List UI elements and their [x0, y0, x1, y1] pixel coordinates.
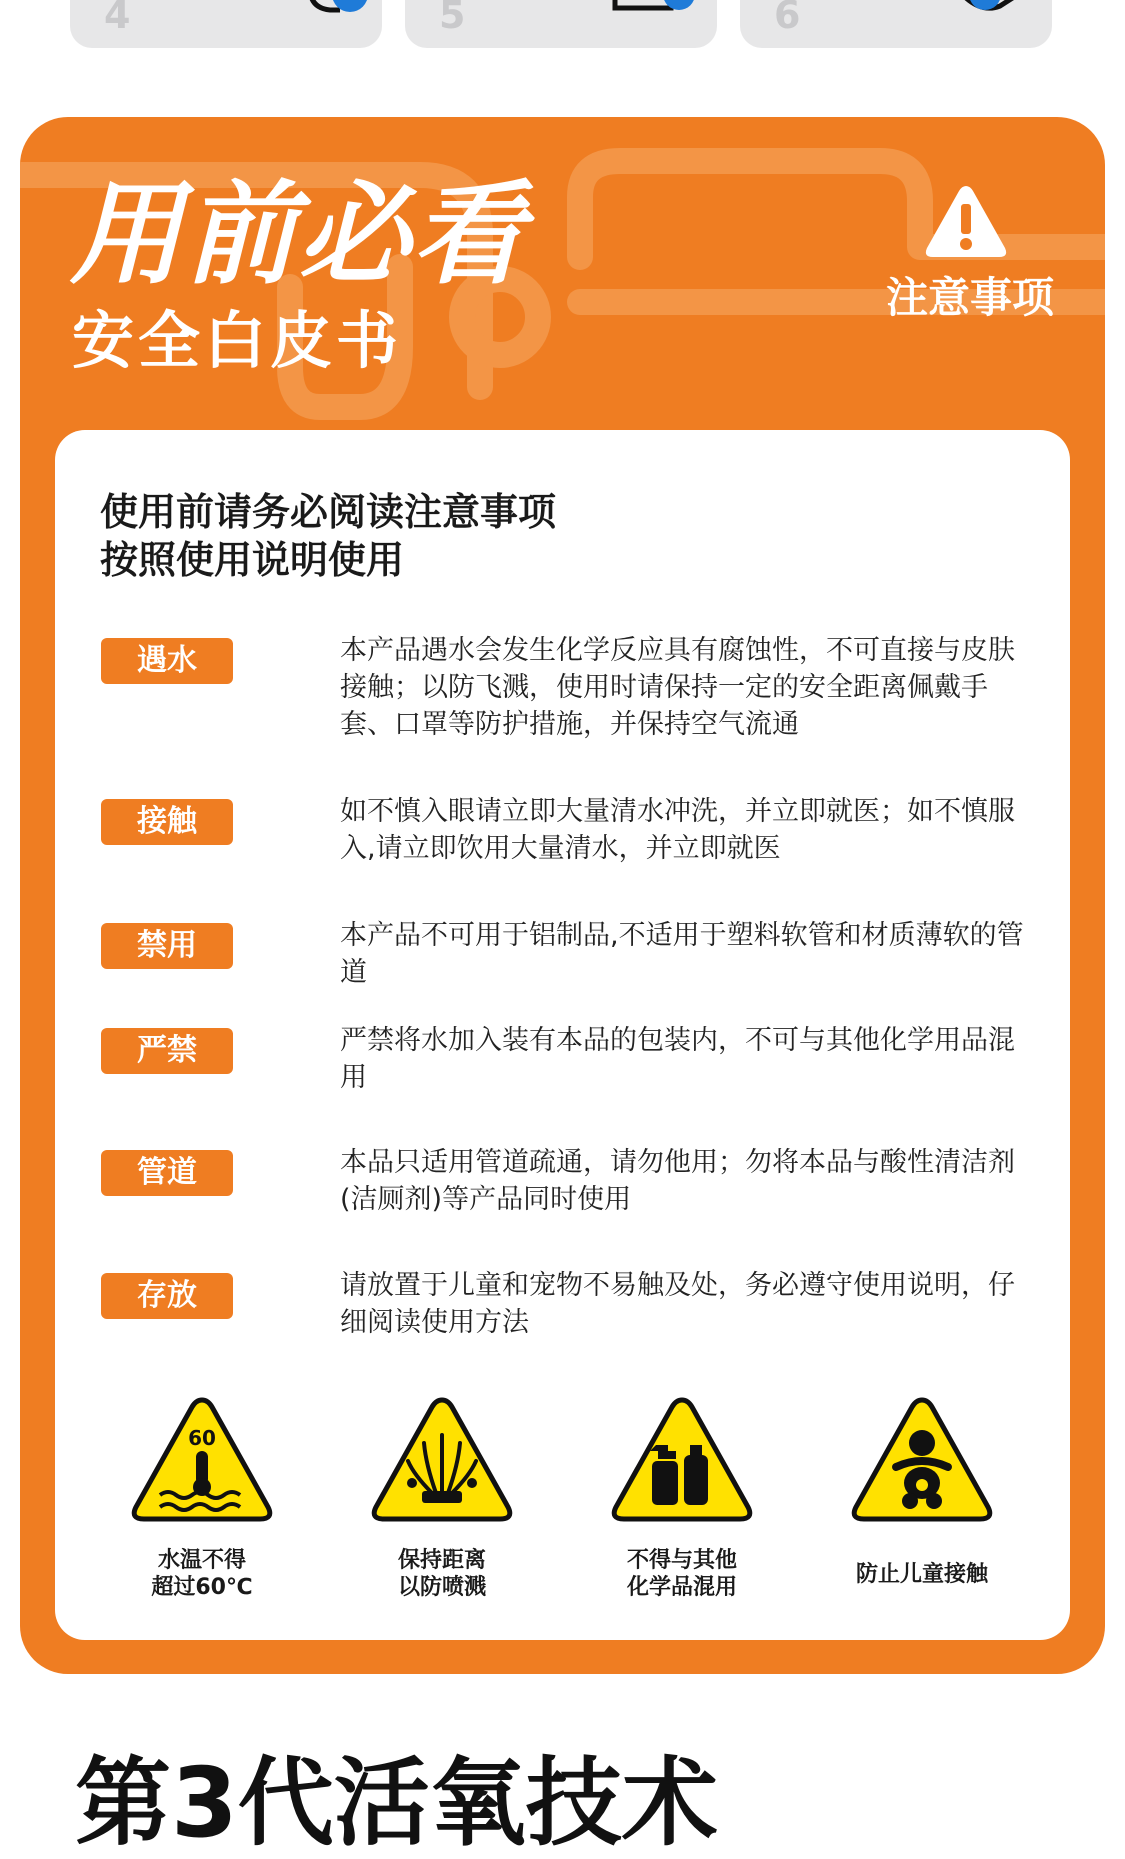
- child-icon: [850, 1395, 994, 1531]
- caption-line-1: 水温不得: [157, 1548, 246, 1573]
- step-card-4: [70, 0, 382, 48]
- drain-clog-icon: [270, 0, 380, 18]
- intro-text: [100, 488, 556, 584]
- rule-text: 如不慎入眼请立即大量清水冲洗，并立即就医；如不慎服入,请立即饮用大量清水，并立即就医: [340, 796, 1015, 864]
- rule-text: 本产品不可用于铝制品,不适用于塑料软管和材质薄软的管道: [340, 920, 1024, 988]
- step-cards-strip: [0, 0, 1125, 60]
- step-number: 6: [774, 0, 801, 37]
- icon-caption: [82, 1547, 322, 1601]
- caption-line-1: 不得与其他: [626, 1548, 737, 1573]
- rule-text: 请放置于儿童和宠物不易触及处，务必遵守使用说明，仔细阅读使用方法: [340, 1270, 1015, 1338]
- warning-keep-from-children: [802, 1395, 1042, 1595]
- step-number: 4: [104, 0, 131, 37]
- caption-line-2: 以防喷溅: [397, 1575, 486, 1600]
- rule-tag: 存放: [101, 1273, 233, 1319]
- icon-caption: [562, 1547, 802, 1601]
- temperature-badge: 60: [188, 1426, 216, 1450]
- caption-line-1: 保持距离: [397, 1548, 486, 1573]
- page-title: 用前必看: [70, 170, 526, 300]
- rule-tag: 接触: [101, 799, 233, 845]
- step-card-6: [740, 0, 1052, 48]
- next-section-heading: 第3代活氧技术: [75, 1747, 718, 1859]
- caption-line-2: 超过60℃: [151, 1575, 253, 1600]
- warning-chemical-mix: [562, 1395, 802, 1600]
- pipe-icon: [930, 0, 1050, 18]
- notice-label: 注意事项: [885, 273, 1054, 322]
- splash-icon: [370, 1395, 514, 1531]
- page-subtitle: 安全白皮书: [72, 304, 403, 377]
- rule-tag: 严禁: [101, 1028, 233, 1074]
- chemical-bottles-icon: [610, 1395, 754, 1531]
- intro-line-1: 使用前请务必阅读注意事项: [100, 490, 557, 534]
- caption-line-2: 化学品混用: [626, 1575, 737, 1600]
- rule-text: 本产品遇水会发生化学反应具有腐蚀性，不可直接与皮肤接触；以防飞溅，使用时请保持一定的安全距离佩戴手套、口罩等防护措施，并保持空气流通: [340, 635, 1015, 740]
- warning-splash: [322, 1395, 562, 1600]
- warning-water-temperature: [82, 1395, 322, 1600]
- warning-triangle-icon: [923, 182, 1009, 262]
- step-card-5: [405, 0, 717, 48]
- notice-card: [55, 430, 1070, 1640]
- step-number: 5: [439, 0, 466, 37]
- rule-text: 本品只适用管道疏通，请勿他用；勿将本品与酸性清洁剂(洁厕剂)等产品同时使用: [340, 1147, 1015, 1215]
- icon-caption: [802, 1561, 1042, 1588]
- safety-panel: [20, 117, 1105, 1674]
- rule-tag: 管道: [101, 1150, 233, 1196]
- rule-text: 严禁将水加入装有本品的包装内，不可与其他化学用品混用: [340, 1025, 1015, 1093]
- rule-tag: 禁用: [101, 923, 233, 969]
- icon-caption: [322, 1547, 562, 1601]
- intro-line-2: 按照使用说明使用: [100, 538, 405, 582]
- rule-tag: 遇水: [101, 638, 233, 684]
- water-temperature-icon: [130, 1395, 274, 1531]
- sink-icon: [605, 0, 715, 18]
- caption-line-1: 防止儿童接触: [855, 1562, 988, 1587]
